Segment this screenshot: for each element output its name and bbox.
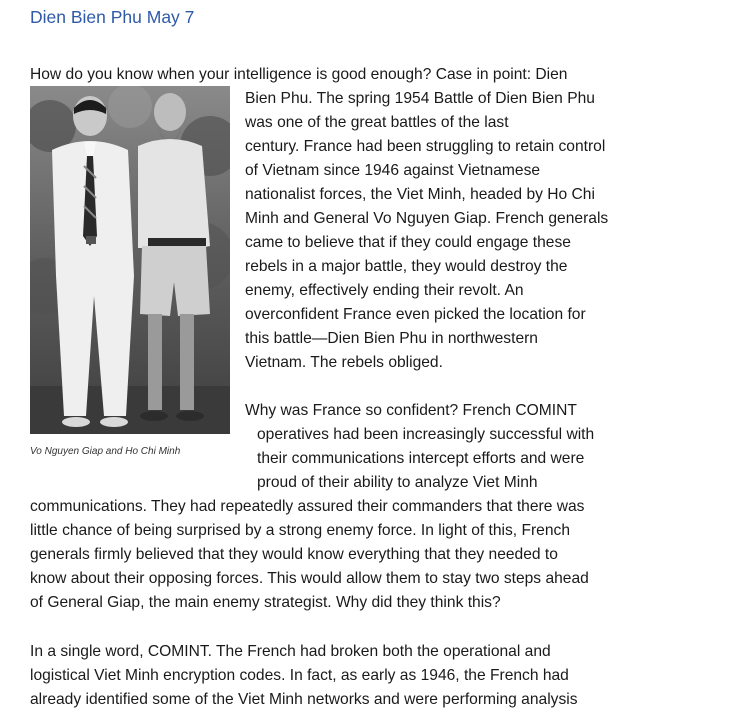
paragraph-line: know about their opposing forces. This would allow them to stay two steps ahead [30,570,589,587]
paragraph-line: generals firmly believed that they would know everything that they needed to [30,546,558,563]
paragraph-line: operatives had been increasingly successful with [257,426,595,443]
paragraph-line: How do you know when your intelligence is good enough? Case in point: Dien [30,66,568,83]
paragraph-line: Why was France so confident? French COMINT [245,402,577,419]
photo-illustration-icon [30,86,230,434]
paragraph-line: Vietnam. The rebels obliged. [245,354,443,371]
page-title: Dien Bien Phu May 7 [30,7,195,27]
paragraph-line: nationalist forces, the Viet Minh, headed by Ho Chi [245,186,595,203]
paragraph-line: Bien Phu. The spring 1954 Battle of Dien Bien Phu [245,90,595,107]
paragraph-line: already identified some of the Viet Minh networks and were performing analysis [30,691,578,708]
paragraph-line: of General Giap, the main enemy strategist. Why did they think this? [30,594,501,611]
paragraph-line: rebels in a major battle, they would destroy the [245,258,568,275]
paragraph-line: overconfident France even picked the location for [245,306,586,323]
paragraph-line: proud of their ability to analyze Viet Minh [257,474,538,491]
paragraph-line: this battle—Dien Bien Phu in northwestern [245,330,538,347]
paragraph-line: century. France had been struggling to retain control [245,138,606,155]
paragraph-line: their communications intercept efforts and were [257,450,585,467]
paragraph-line: little chance of being surprised by a strong enemy force. In light of this, French [30,522,570,539]
historical-photo [30,86,230,434]
paragraph-line: enemy, effectively ending their revolt. An [245,282,524,299]
paragraph-line: In a single word, COMINT. The French had broken both the operational and [30,643,551,660]
paragraph-line: of Vietnam since 1946 against Vietnamese [245,162,541,179]
paragraph-line: was one of the great battles of the last [245,114,509,131]
paragraph-line: Minh and General Vo Nguyen Giap. French generals [245,210,609,227]
paragraph-line: came to believe that if they could engage these [245,234,571,251]
paragraph-line: communications. They had repeatedly assured their commanders that there was [30,498,585,515]
photo-caption: Vo Nguyen Giap and Ho Chi Minh [30,446,181,457]
paragraph-line: logistical Viet Minh encryption codes. In fact, as early as 1946, the French had [30,667,569,684]
